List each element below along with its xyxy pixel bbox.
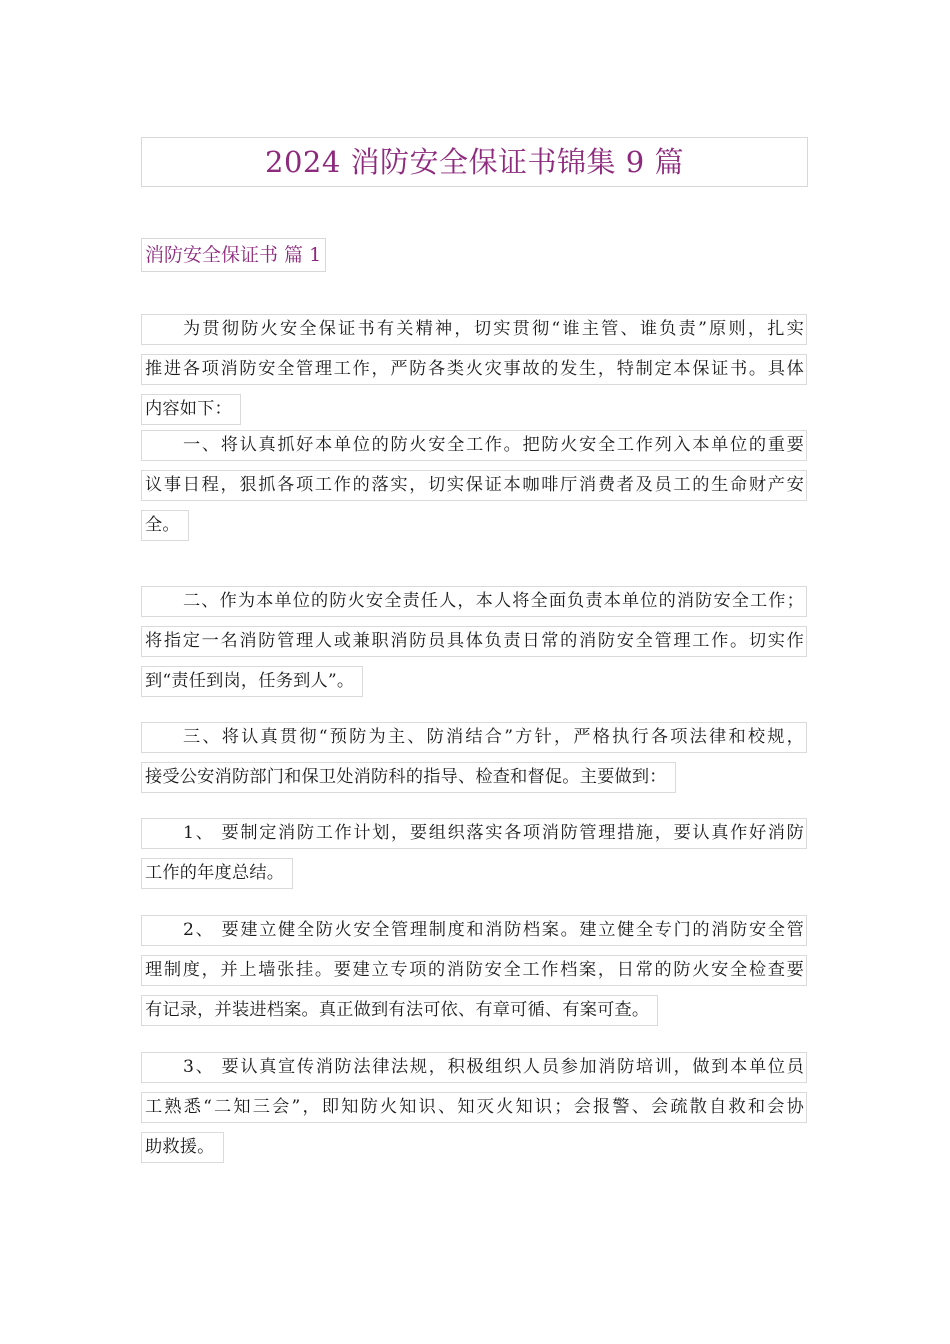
paragraph-line: 工熟悉“二知三会”，即知防火知识、知灭火知识；会报警、会疏散自救和会协 [141, 1092, 807, 1123]
paragraph-line: 二、作为本单位的防火安全责任人，本人将全面负责本单位的消防安全工作； [141, 586, 807, 617]
paragraph-line: 推进各项消防安全管理工作，严防各类火灾事故的发生，特制定本保证书。具体 [141, 354, 807, 385]
paragraph-line: 2、 要建立健全防火安全管理制度和消防档案。建立健全专门的消防安全管 [141, 915, 807, 946]
paragraph [141, 314, 807, 438]
paragraph-line: 1、 要制定消防工作计划，要组织落实各项消防管理措施，要认真作好消防 [141, 818, 807, 849]
paragraph [141, 1052, 807, 1176]
paragraph-line: 全。 [141, 510, 189, 541]
paragraph [141, 915, 807, 1039]
paragraph-line: 将指定一名消防管理人或兼职消防员具体负责日常的消防安全管理工作。切实作 [141, 626, 807, 657]
paragraph-line: 接受公安消防部门和保卫处消防科的指导、检查和督促。主要做到： [141, 762, 676, 793]
paragraph-line: 为贯彻防火安全保证书有关精神，切实贯彻“谁主管、谁负责”原则，扎实 [141, 314, 807, 345]
document-title: 2024 消防安全保证书锦集 9 篇 [141, 137, 808, 187]
section-heading: 消防安全保证书 篇 1 [141, 238, 326, 272]
paragraph-line: 3、 要认真宣传消防法律法规，积极组织人员参加消防培训，做到本单位员 [141, 1052, 807, 1083]
paragraph-line: 一、将认真抓好本单位的防火安全工作。把防火安全工作列入本单位的重要 [141, 430, 807, 461]
paragraph-line: 理制度，并上墙张挂。要建立专项的消防安全工作档案，日常的防火安全检查要 [141, 955, 807, 986]
paragraph [141, 722, 807, 806]
paragraph-line: 有记录，并装进档案。真正做到有法可依、有章可循、有案可查。 [141, 995, 658, 1026]
paragraph-line: 议事日程，狠抓各项工作的落实，切实保证本咖啡厅消费者及员工的生命财产安 [141, 470, 807, 501]
paragraph-line: 工作的年度总结。 [141, 858, 293, 889]
paragraph [141, 818, 807, 902]
paragraph-line: 三、将认真贯彻“预防为主、防消结合”方针，严格执行各项法律和校规， [141, 722, 807, 753]
paragraph-line: 到“责任到岗，任务到人”。 [141, 666, 363, 697]
paragraph-line: 内容如下： [141, 394, 241, 425]
paragraph-line: 助救援。 [141, 1132, 224, 1163]
paragraph [141, 586, 807, 710]
paragraph [141, 430, 807, 554]
